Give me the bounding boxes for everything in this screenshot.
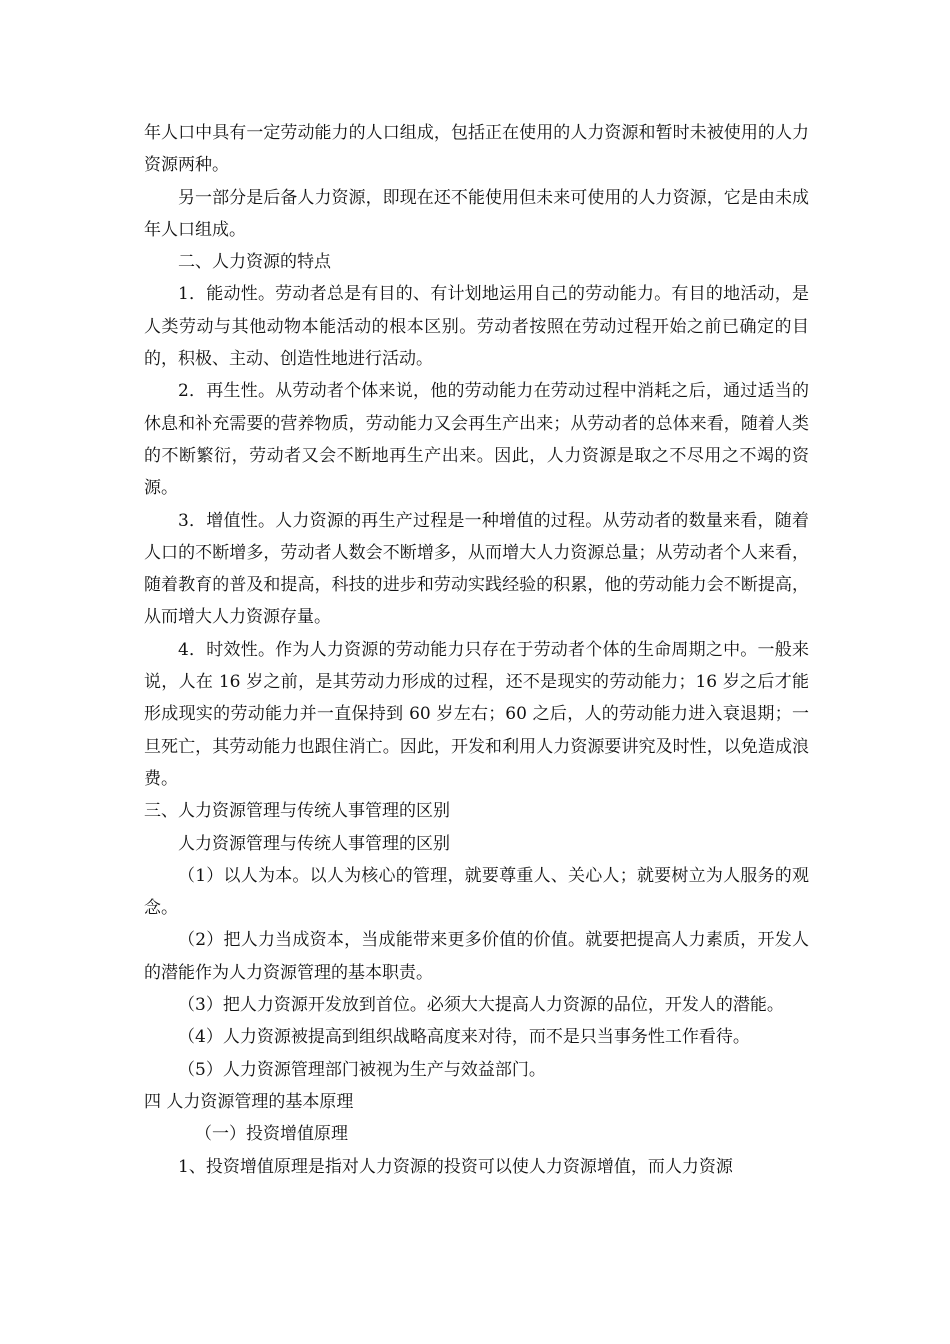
paragraph-feature-timeliness: 4．时效性。作为人力资源的劳动能力只存在于劳动者个体的生命周期之中。一般来说，人在 16 岁之前，是其劳动力形成的过程，还不是现实的劳动能力；16 岁之后才能形成现实的劳动能力并一直保持到 60 岁左右；60 之后，人的劳动能力进入衰退期；一旦死亡，其劳动能力也跟住消亡。因此，开发和利用人力资源要讲究及时性，以免造成浪费。	[144, 639, 809, 789]
list-item-difference-3: （3）把人力资源开发放到首位。必须大大提高人力资源的品位，开发人的潜能。	[178, 995, 784, 1016]
list-item-difference-5: （5）人力资源管理部门被视为生产与效益部门。	[178, 1059, 546, 1080]
section-heading-features: 二、人力资源的特点	[178, 252, 331, 273]
subheading-difference: 人力资源管理与传统人事管理的区别	[178, 833, 450, 854]
section-heading-principles: 四 人力资源管理的基本原理	[144, 1091, 354, 1112]
subsection-heading-investment: （一）投资增值原理	[195, 1124, 348, 1145]
paragraph-investment-principle: 1、投资增值原理是指对人力资源的投资可以使人力资源增值，而人力资源	[178, 1156, 733, 1177]
list-item-difference-1: （1）以人为本。以人为核心的管理，就要尊重人、关心人；就要树立为人服务的观念。	[144, 865, 809, 919]
paragraph-feature-initiative: 1．能动性。劳动者总是有目的、有计划地运用自己的劳动能力。有目的地活动，是人类劳动与其他动物本能活动的根本区别。劳动者按照在劳动过程开始之前已确定的目的，积极、主动、创造性地进行活动。	[144, 284, 809, 370]
document-page	[144, 117, 809, 1183]
paragraph-reserve-resources: 另一部分是后备人力资源，即现在还不能使用但未来可使用的人力资源，它是由未成年人口组成。	[144, 187, 809, 240]
list-item-difference-4: （4）人力资源被提高到组织战略高度来对待，而不是只当事务性工作看待。	[178, 1027, 750, 1048]
section-heading-difference: 三、人力资源管理与传统人事管理的区别	[144, 801, 450, 822]
paragraph-continuation: 年人口中具有一定劳动能力的人口组成，包括正在使用的人力资源和暂时未被使用的人力资源两种。	[144, 123, 809, 176]
paragraph-feature-renewability: 2．再生性。从劳动者个体来说，他的劳动能力在劳动过程中消耗之后，通过适当的休息和补充需要的营养物质，劳动能力又会再生产出来；从劳动者的总体来看，随着人类的不断繁衍，劳动者又会不断地再生产出来。因此，人力资源是取之不尽用之不竭的资源。	[144, 381, 809, 499]
list-item-difference-2: （2）把人力当成资本，当成能带来更多价值的价值。就要把提高人力素质，开发人的潜能作为人力资源管理的基本职责。	[144, 930, 809, 983]
paragraph-feature-appreciation: 3．增值性。人力资源的再生产过程是一种增值的过程。从劳动者的数量来看，随着人口的不断增多，劳动者人数会不断增多，从而增大人力资源总量；从劳动者个人来看，随着教育的普及和提高，科技的进步和劳动实践经验的积累，他的劳动能力会不断提高，从而增大人力资源存量。	[144, 510, 809, 628]
